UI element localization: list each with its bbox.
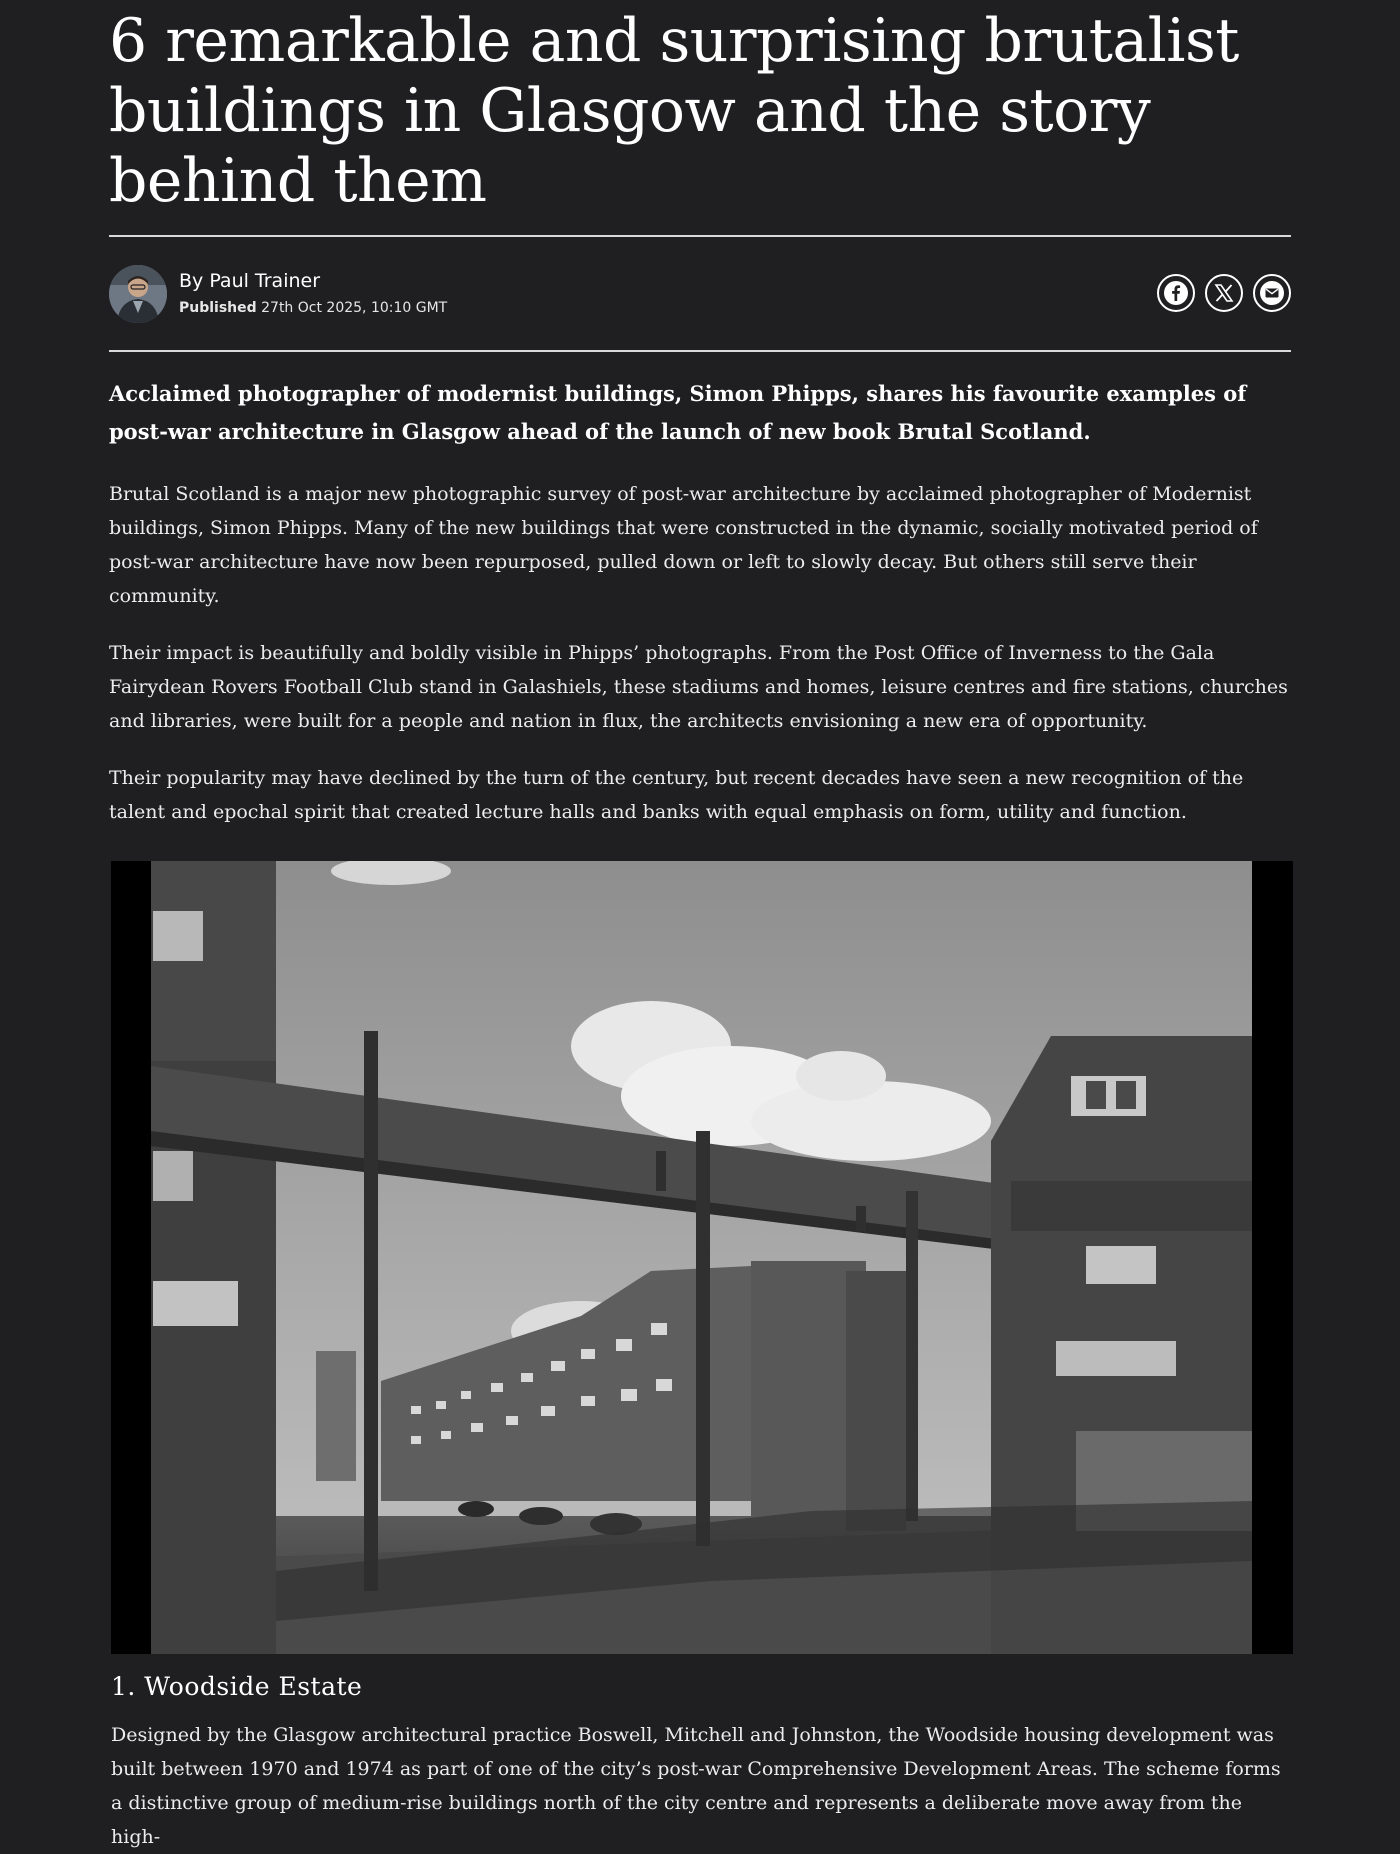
author-avatar[interactable] [109, 265, 167, 323]
author-name[interactable]: By Paul Trainer [179, 270, 321, 292]
facebook-icon [1163, 280, 1189, 306]
share-email-button[interactable] [1253, 274, 1291, 312]
article-paragraph: Designed by the Glasgow architectural practice Boswell, Mitchell and Johnston, the Woodside housing development was built between 1970 and 1974 as part of one of the city’s post-war Comprehensive Development Areas. The scheme forms a distinctive group of medium-rise buildings north of the city centre and represents a deliberate move away from the high- [111, 1724, 1281, 1848]
article-photo-woodside-estate[interactable] [111, 861, 1293, 1654]
article-paragraph: Their popularity may have declined by the turn of the century, but recent decades have seen a new recognition of the talent and epochal spirit that created lecture halls and banks with equal emphasis on form, utility and function. [109, 767, 1244, 823]
x-icon [1213, 282, 1235, 304]
email-icon [1259, 280, 1285, 306]
divider-bottom [109, 350, 1291, 352]
share-x-button[interactable] [1205, 274, 1243, 312]
share-buttons [1157, 274, 1291, 312]
divider-top [109, 235, 1291, 237]
article-paragraph: Brutal Scotland is a major new photographic survey of post-war architecture by acclaimed photographer of Modernist buildings, Simon Phipps. Many of the new buildings that were constructed in the dynamic, socially motivated period of post-war architecture have now been repurposed, pulled down or left to slowly decay. But others still serve their community. [109, 483, 1258, 607]
byline [109, 265, 1291, 325]
published-timestamp [179, 300, 447, 316]
article [109, 0, 1291, 1848]
article-headline: 6 remarkable and surprising brutalist buildings in Glasgow and the story behind them [109, 6, 1239, 216]
article-paragraph: Their impact is beautifully and boldly visible in Phipps’ photographs. From the Post Office of Inverness to the Gala Fairydean Rovers Football Club stand in Galashiels, these stadiums and homes, leisure centres and fire stations, churches and libraries, were built for a people and nation in flux, the architects envisioning a new era of opportunity. [109, 642, 1288, 732]
article-standfirst: Acclaimed photographer of modernist buildings, Simon Phipps, shares his favourite examples of post-war architecture in Glasgow ahead of the launch of new book Brutal Scotland. [109, 381, 1247, 444]
published-label: Published [179, 300, 257, 316]
share-facebook-button[interactable] [1157, 274, 1195, 312]
published-date: 27th Oct 2025, 10:10 GMT [261, 300, 448, 316]
section-heading: 1. Woodside Estate [111, 1672, 363, 1701]
